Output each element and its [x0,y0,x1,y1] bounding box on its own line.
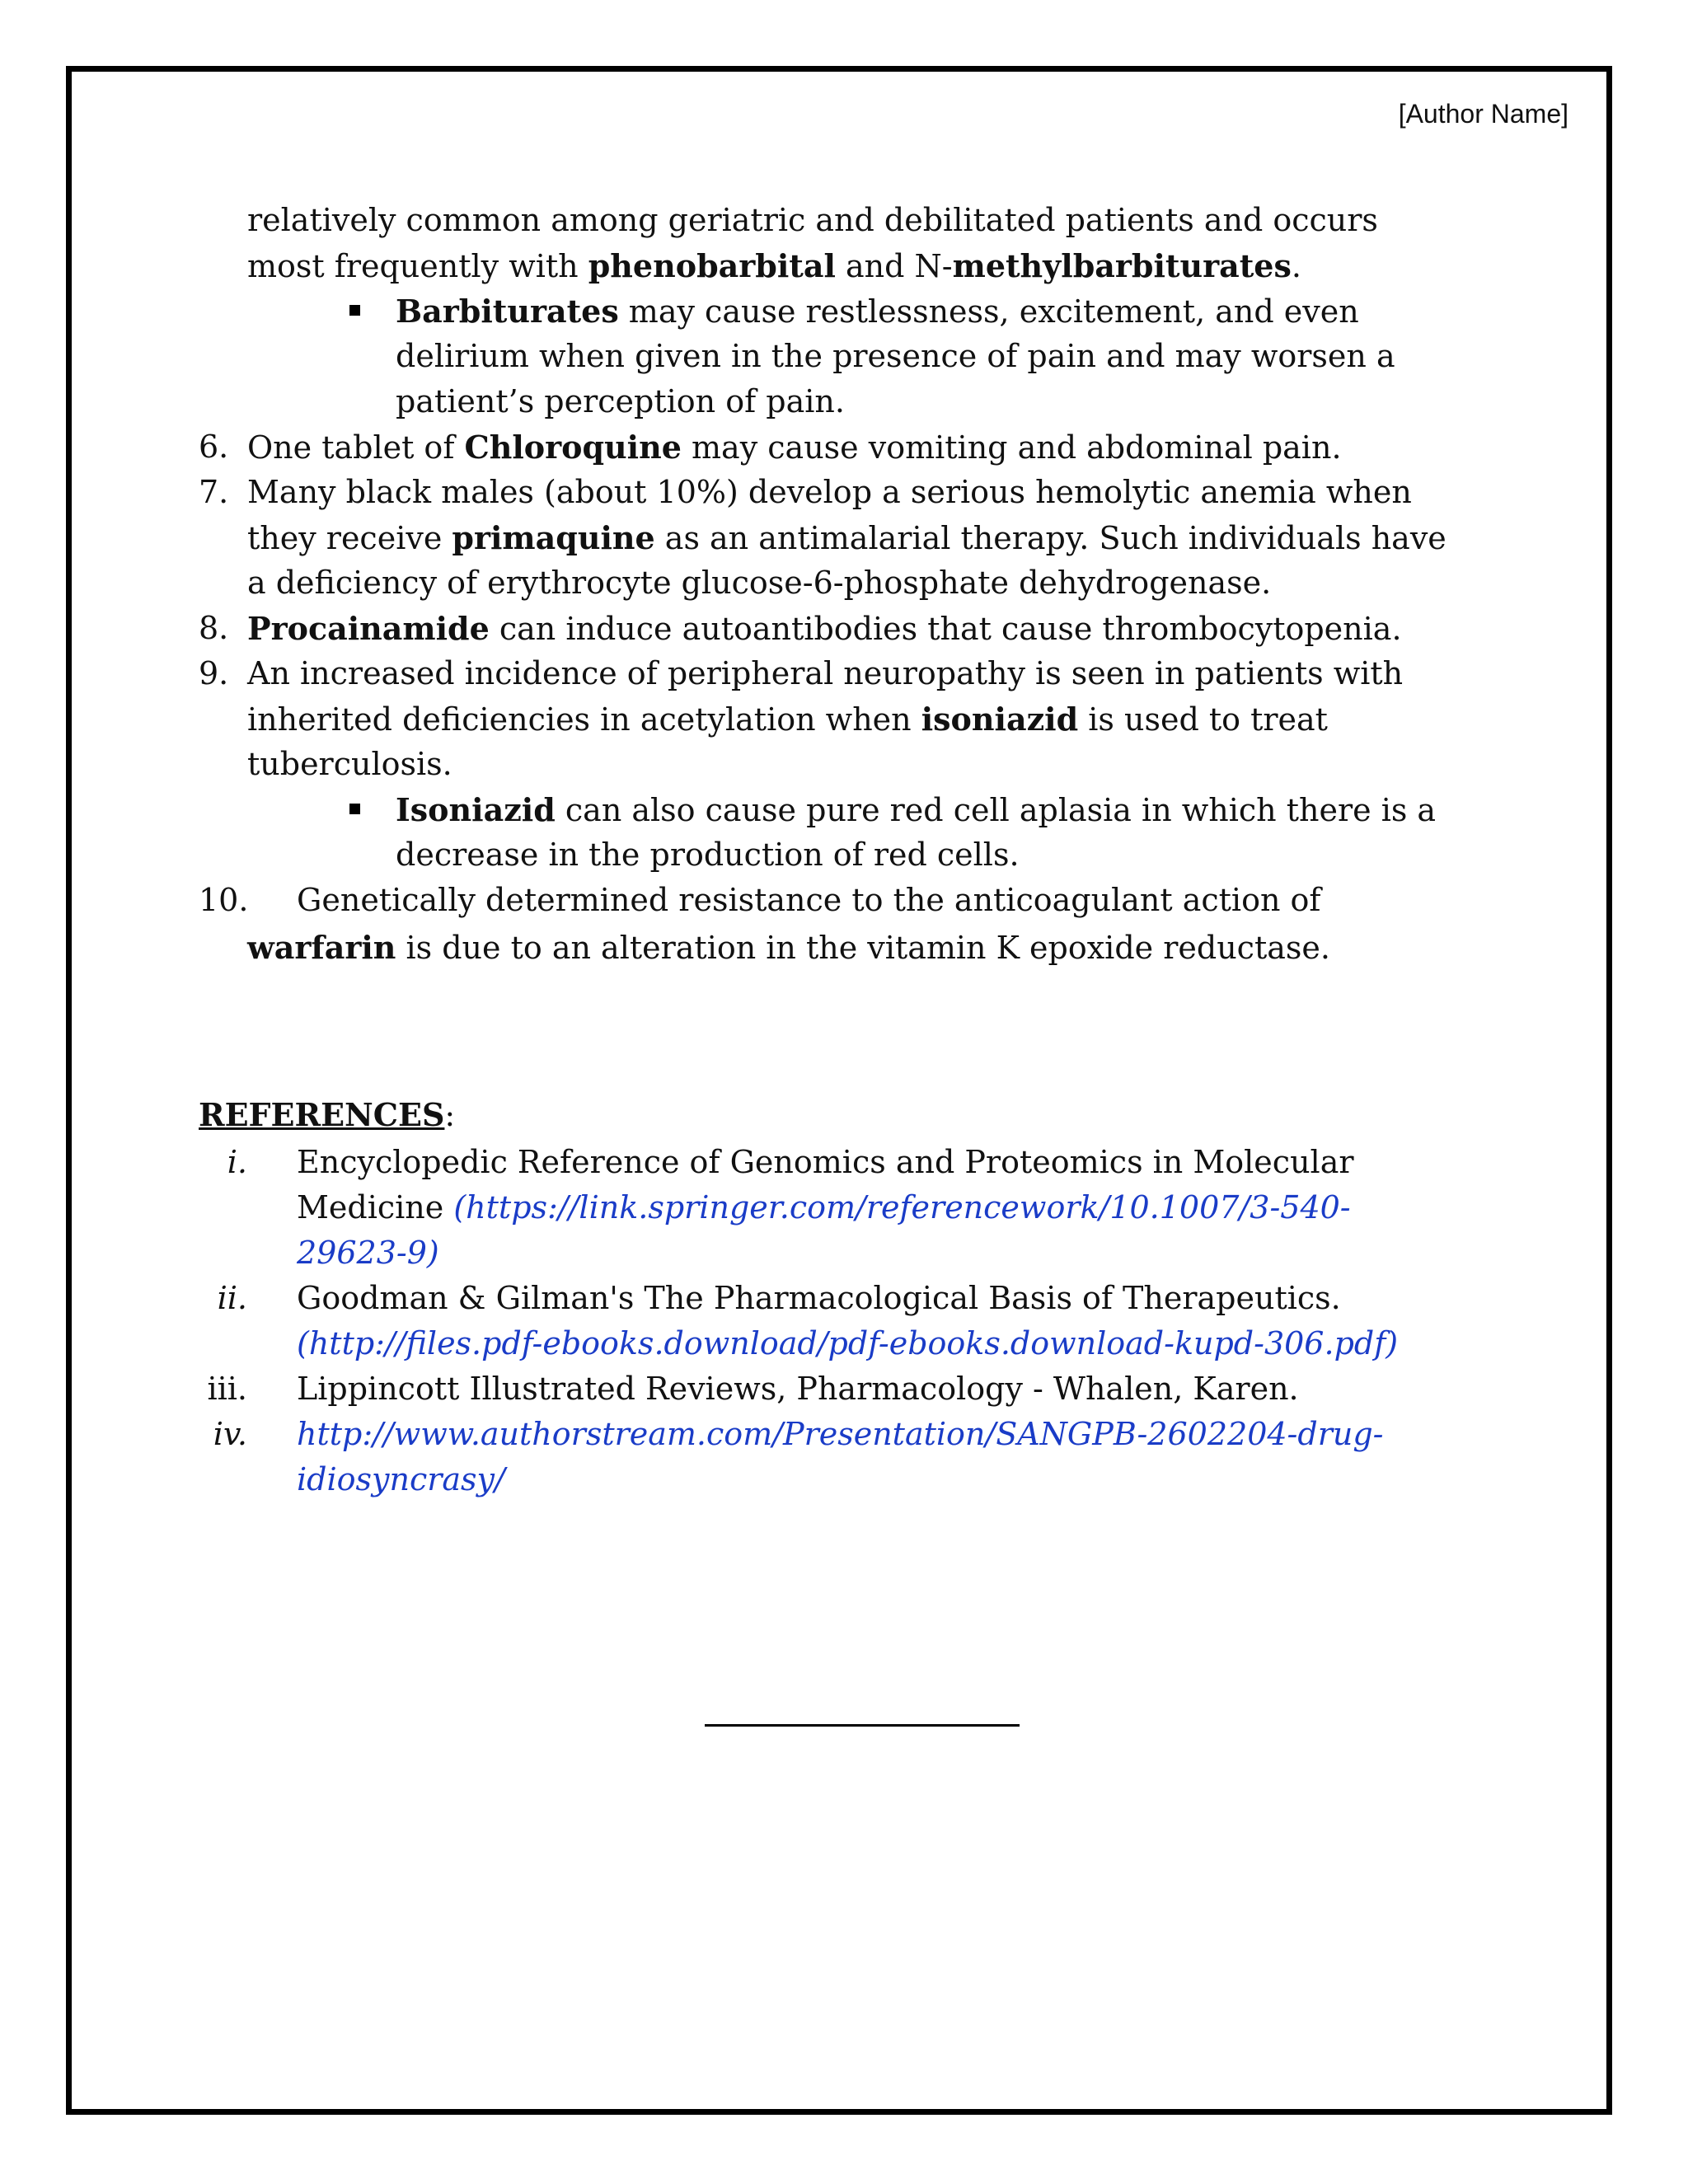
reference-2-number: ii. [217,1280,247,1316]
reference-4-line-1 [297,1412,1384,1457]
reference-3-number: iii. [207,1371,247,1407]
reference-1-link-cont[interactable]: 29623-9) [297,1235,439,1271]
end-divider [705,1724,1020,1727]
item-8-text: Procainamide can induce autoantibodies that cause thrombocytopenia. [247,610,1402,647]
references-heading: REFERENCES: [199,1096,456,1133]
item-10-number: 10. [199,882,249,918]
item-9-number: 9. [199,655,229,691]
drug-barbiturates: Barbiturates [396,293,619,330]
reference-1-line-2: Medicine (https://link.springer.com/referencework/10.1007/3-540- [297,1189,1351,1226]
item-6-number: 6. [199,429,229,465]
continuation-line-1: relatively common among geriatric and debilitated patients and occurs [247,202,1378,238]
item-10-line-1: Genetically determined resistance to the anticoagulant action of [297,882,1321,918]
reference-3-line-1: Lippincott Illustrated Reviews, Pharmacology - Whalen, Karen. [297,1371,1299,1407]
drug-methylbarbiturates: methylbarbiturates [952,247,1292,284]
reference-2-link[interactable]: (http://files.pdf-ebooks.download/pdf-ebooks.download-kupd-306.pdf) [297,1325,1399,1361]
reference-2-line-2 [297,1321,1398,1366]
drug-isoniazid-bullet: Isoniazid [396,791,556,828]
author-name-header: [Author Name] [1398,99,1568,129]
item-9-line-3: tuberculosis. [247,746,452,782]
reference-4-link[interactable]: http://www.authorstream.com/Presentation/SANGPB-2602204-drug- [297,1416,1384,1452]
bullet1-line-3: patient’s perception of pain. [396,383,845,419]
drug-chloroquine: Chloroquine [464,429,682,466]
item-9-line-2: inherited deficiencies in acetylation when isoniazid is used to treat [247,701,1328,738]
drug-isoniazid: isoniazid [921,701,1079,738]
drug-procainamide: Procainamide [247,610,490,647]
item-7-number: 7. [199,474,229,510]
bullet2-line-2: decrease in the production of red cells. [396,837,1020,873]
item-7-line-2: they receive primaquine as an antimalarial therapy. Such individuals have [247,519,1447,556]
item-7-line-3: a deficiency of erythrocyte glucose-6-phosphate dehydrogenase. [247,565,1272,601]
reference-4-link-cont[interactable]: idiosyncrasy/ [297,1461,505,1497]
bullet2-line-1: Isoniazid can also cause pure red cell aplasia in which there is a [396,791,1437,828]
item-8-number: 8. [199,610,229,646]
reference-4-number: iv. [213,1416,247,1452]
reference-2-line-1: Goodman & Gilman's The Pharmacological Basis of Therapeutics. [297,1280,1341,1316]
bullet-square-icon [349,305,360,316]
drug-warfarin: warfarin [247,929,396,966]
bullet1-line-2: delirium when given in the presence of pain and may worsen a [396,338,1395,374]
reference-1-number: i. [227,1144,247,1180]
reference-1-link[interactable]: (https://link.springer.com/referencework/10.1007/3-540- [453,1189,1351,1226]
reference-4-line-2 [297,1457,505,1502]
reference-1-line-3 [297,1230,439,1276]
drug-primaquine: primaquine [452,519,655,556]
bullet1-line-1: Barbiturates may cause restlessness, excitement, and even [396,293,1359,330]
drug-phenobarbital: phenobarbital [588,247,836,284]
item-9-line-1: An increased incidence of peripheral neuropathy is seen in patients with [247,655,1404,691]
item-7-line-1: Many black males (about 10%) develop a serious hemolytic anemia when [247,474,1412,510]
item-6-text: One tablet of Chloroquine may cause vomiting and abdominal pain. [247,429,1342,466]
continuation-line-2: most frequently with phenobarbital and N-methylbarbiturates. [247,247,1301,284]
bullet-square-icon [349,804,360,814]
item-10-line-2: warfarin is due to an alteration in the vitamin K epoxide reductase. [247,929,1330,966]
reference-1-line-1: Encyclopedic Reference of Genomics and Proteomics in Molecular [297,1144,1354,1180]
